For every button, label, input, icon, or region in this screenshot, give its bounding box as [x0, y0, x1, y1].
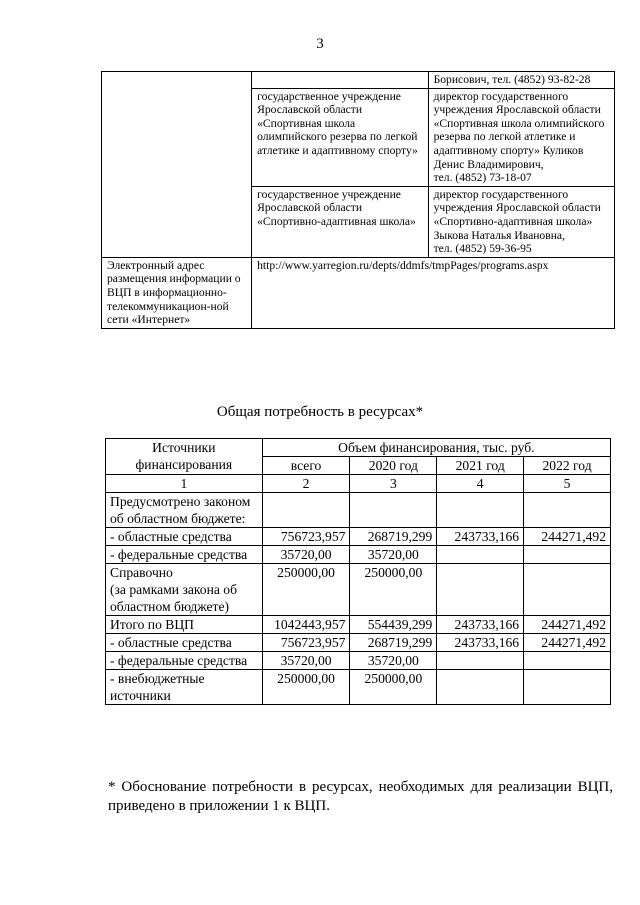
column-number-row	[106, 475, 611, 493]
value-2022	[524, 652, 611, 670]
table-row	[106, 634, 611, 652]
page-number: 3	[316, 36, 324, 52]
value-2022	[524, 546, 611, 564]
value-2021: 243733,166	[437, 528, 524, 546]
header-row	[106, 439, 611, 457]
value-2021	[437, 546, 524, 564]
value-2022	[524, 493, 611, 528]
value-total: 756723,957	[262, 634, 350, 652]
value-2021	[437, 670, 524, 705]
value-total: 756723,957	[262, 528, 350, 546]
table-row	[102, 72, 615, 89]
table-row	[106, 652, 611, 670]
value-total: 1042443,957	[262, 616, 350, 634]
header-total: всего	[262, 457, 350, 475]
column-number: 1	[106, 475, 263, 493]
table-row	[106, 670, 611, 705]
value-2020	[350, 493, 437, 528]
header-2022: 2022 год	[524, 457, 611, 475]
value-2022: 244271,492	[524, 634, 611, 652]
column-number: 2	[262, 475, 350, 493]
value-2022: 244271,492	[524, 528, 611, 546]
table-cell	[102, 72, 252, 258]
table-row	[106, 493, 611, 528]
contact-cell: директор государственного учреждения Ярославской области «Спортивная школа олимпийского резерва по легкой атлетике и адаптивному спорту» Куликов Денис Владимирович, тел. (4852) 73-18-07	[428, 88, 614, 186]
value-2020: 554439,299	[350, 616, 437, 634]
footnote: * Обоснование потребности в ресурсах, необходимых для реализации ВЦП, приведено в приложении 1 к ВЦП.	[108, 779, 613, 814]
source-label: - федеральные средства	[106, 652, 263, 670]
value-total: 35720,00	[262, 546, 350, 564]
value-2020: 268719,299	[350, 634, 437, 652]
source-label: - областные средства	[106, 634, 263, 652]
table-row	[102, 257, 615, 328]
header-2020: 2020 год	[350, 457, 437, 475]
value-total: 250000,00	[262, 670, 350, 705]
table-cell	[252, 72, 428, 89]
value-2020: 35720,00	[350, 652, 437, 670]
table-row	[106, 616, 611, 634]
header-sources: Источники финансирования	[106, 439, 263, 475]
column-number: 3	[350, 475, 437, 493]
value-2021	[437, 564, 524, 616]
source-label: Предусмотрено законом об областном бюджете:	[106, 493, 263, 528]
value-total	[262, 493, 350, 528]
source-label: - областные средства	[106, 528, 263, 546]
value-2020: 250000,00	[350, 670, 437, 705]
value-2021: 243733,166	[437, 616, 524, 634]
table-row	[106, 528, 611, 546]
column-number: 4	[437, 475, 524, 493]
contact-cell: Борисович, тел. (4852) 93-82-28	[428, 72, 614, 89]
header-2021: 2021 год	[437, 457, 524, 475]
column-number: 5	[524, 475, 611, 493]
value-2021	[437, 493, 524, 528]
program-url: http://www.yarregion.ru/depts/ddmfs/tmpPages/programs.aspx	[252, 257, 615, 328]
value-2021	[437, 652, 524, 670]
value-2020: 268719,299	[350, 528, 437, 546]
value-2022: 244271,492	[524, 616, 611, 634]
resources-table	[105, 438, 611, 705]
value-2020: 250000,00	[350, 564, 437, 616]
value-total: 250000,00	[262, 564, 350, 616]
source-label: - внебюджетные источники	[106, 670, 263, 705]
value-2022	[524, 670, 611, 705]
table-row	[106, 564, 611, 616]
value-2022	[524, 564, 611, 616]
organization-cell: государственное учреждение Ярославской области «Спортивно-адаптивная школа»	[252, 186, 428, 257]
value-2021: 243733,166	[437, 634, 524, 652]
email-address-label: Электронный адрес размещения информации о ВЦП в информационно-телекоммуникацион-ной сети «Интернет»	[102, 257, 252, 328]
organization-cell: государственное учреждение Ярославской области «Спортивная школа олимпийского резерва по легкой атлетике и адаптивному спорту»	[252, 88, 428, 186]
source-label: - федеральные средства	[106, 546, 263, 564]
contact-cell: директор государственного учреждения Ярославской области «Спортивно-адаптивная школа» Зыкова Наталья Ивановна, тел. (4852) 59-36-95	[428, 186, 614, 257]
source-label: Итого по ВЦП	[106, 616, 263, 634]
value-2020: 35720,00	[350, 546, 437, 564]
header-volume: Объем финансирования, тыс. руб.	[262, 439, 610, 457]
source-label: Справочно (за рамками закона об областном бюджете)	[106, 564, 263, 616]
section-title: Общая потребность в ресурсах*	[216, 404, 424, 420]
program-info-table	[101, 71, 615, 329]
value-total: 35720,00	[262, 652, 350, 670]
table-row	[106, 546, 611, 564]
